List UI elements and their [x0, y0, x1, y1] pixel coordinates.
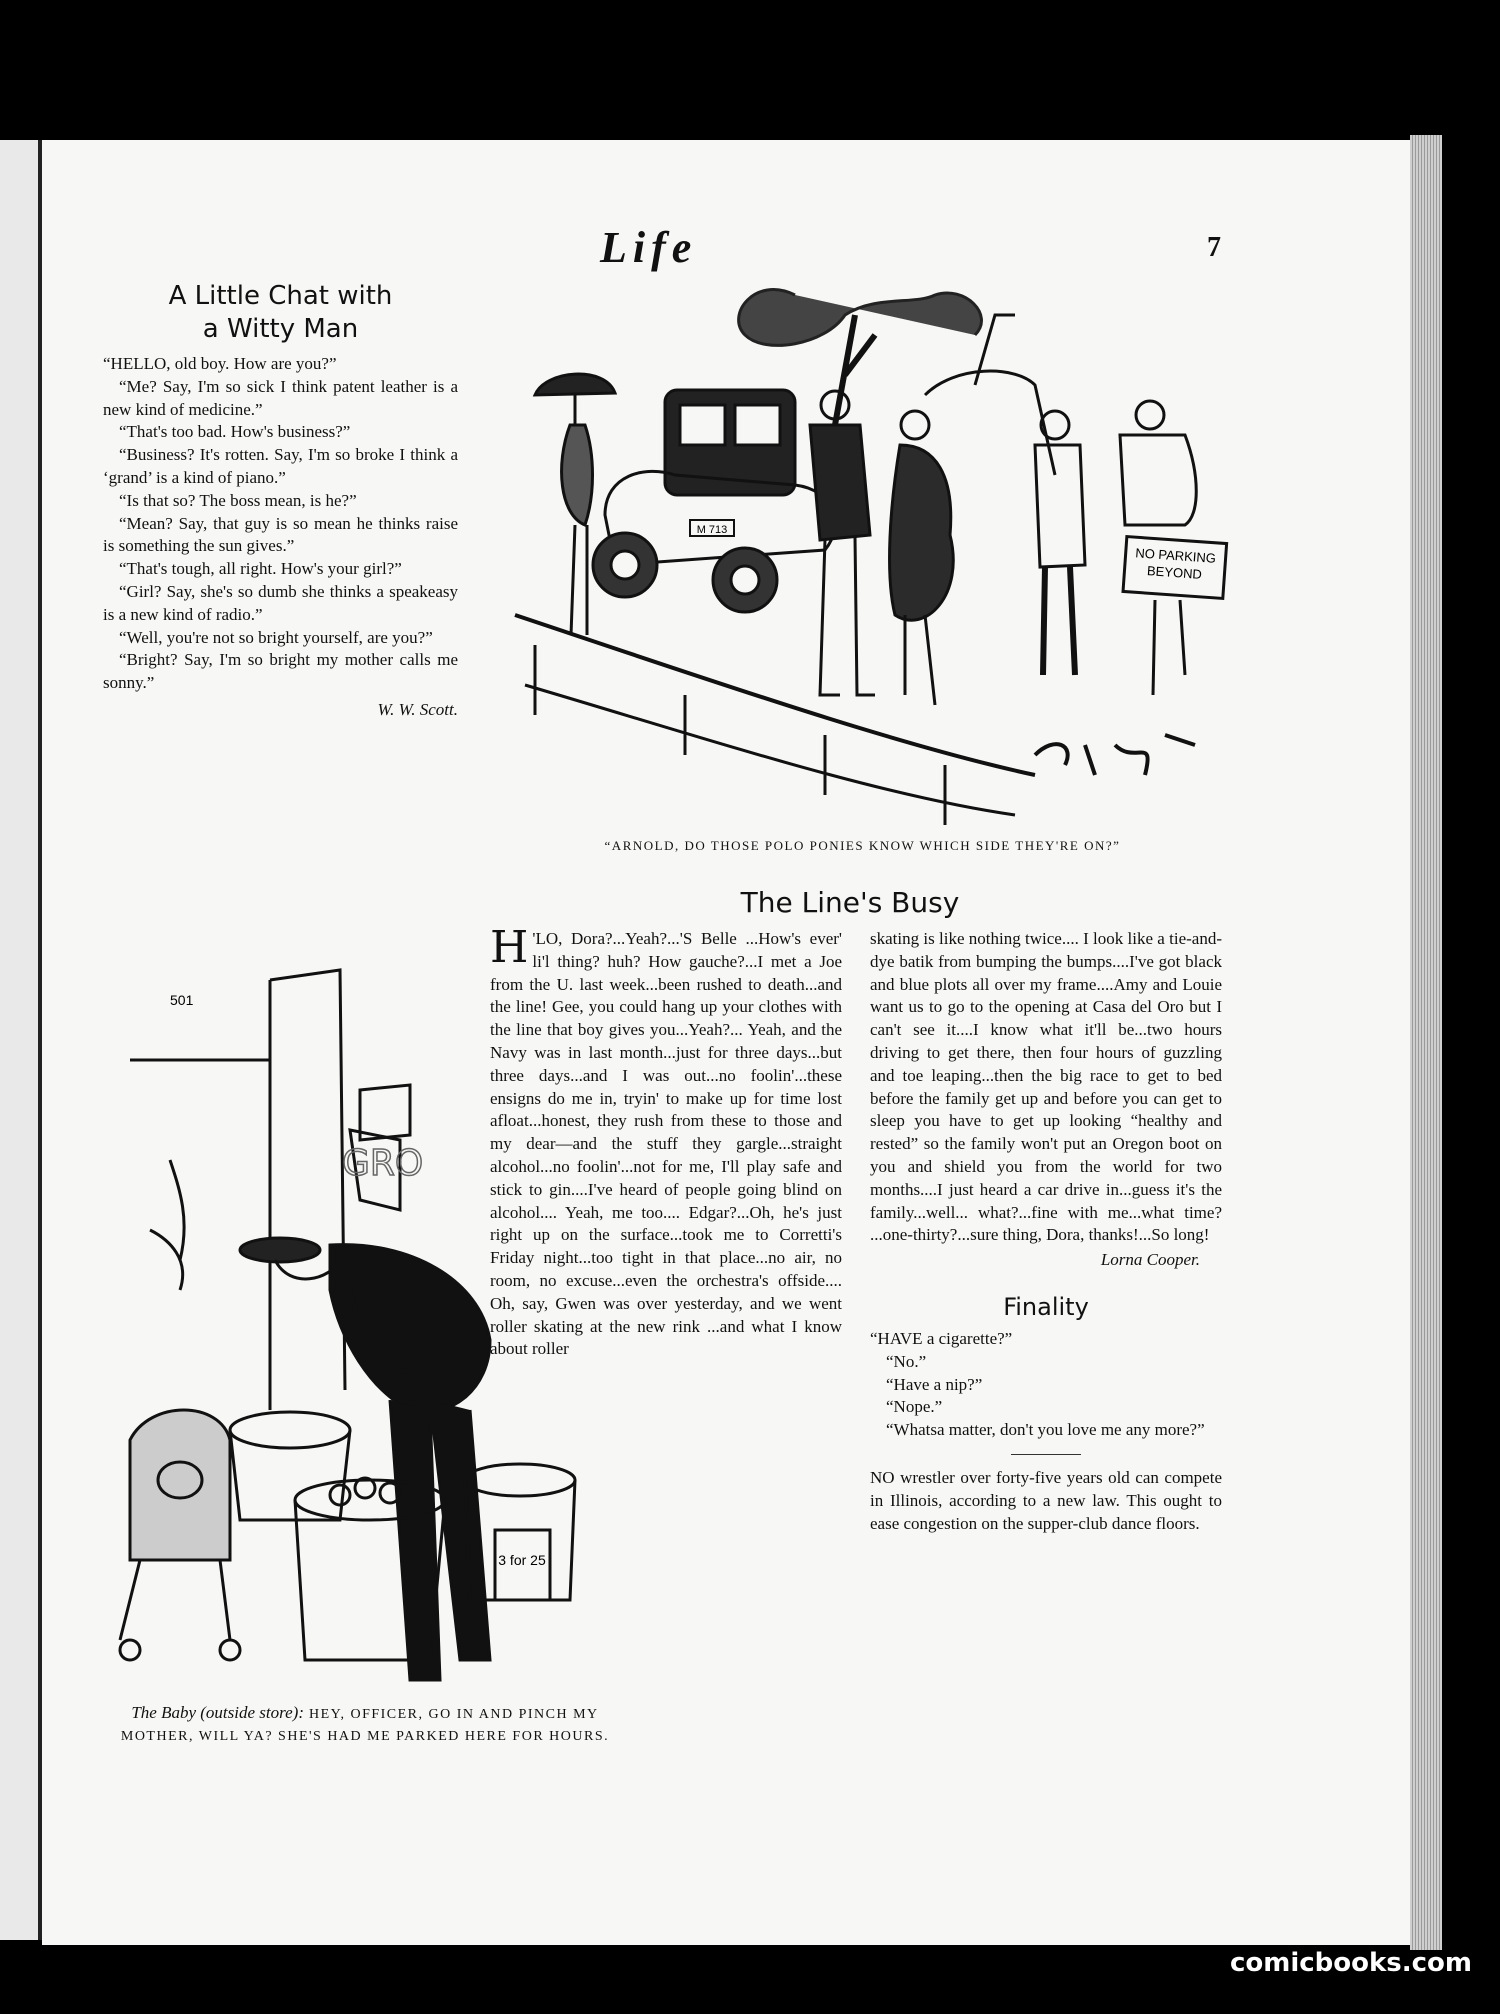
- page-number: 7: [1207, 232, 1221, 263]
- chat-author: W. W. Scott.: [377, 699, 458, 719]
- finality-line: “Whatsa matter, don't you love me any more?”: [886, 1420, 1205, 1440]
- store-window-sign: GRO: [342, 1143, 424, 1184]
- polo-cartoon-caption: “ARNOLD, DO THOSE POLO PONIES KNOW WHICH SIDE THEY'RE ON?”: [604, 838, 1121, 853]
- wrestler-note: NO wrestler over forty-five years old can compete in Illinois, according to a new law. This ought to ease congestion on the supper-club dance floors.: [870, 1467, 1222, 1533]
- finality-line: “Have a nip?”: [886, 1374, 983, 1394]
- lines-busy-drop-cap: H: [490, 922, 529, 973]
- lines-busy-title: The Line's Busy: [740, 886, 960, 919]
- watermark: comicbooks.com: [1229, 1948, 1472, 1978]
- no-parking-sign-line1: NO PARKING: [1134, 545, 1217, 566]
- polo-cartoon: [495, 275, 1230, 830]
- finality-body: [870, 1328, 1222, 1442]
- chat-paragraph: “Business? It's rotten. Say, I'm so broke I think a ‘grand’ is a kind of piano.”: [103, 445, 458, 487]
- lines-busy-author: Lorna Cooper.: [1100, 1250, 1200, 1270]
- lines-busy-col2: [870, 928, 1222, 1535]
- chat-paragraph: “Me? Say, I'm so sick I think patent leather is a new kind of medicine.”: [103, 376, 458, 419]
- chat-paragraph: “Well, you're not so bright yourself, are you?”: [119, 627, 433, 647]
- finality-line: “No.”: [886, 1351, 927, 1371]
- chat-paragraph: “Girl? Say, she's so dumb she thinks a speakeasy is a new kind of radio.”: [103, 581, 458, 624]
- no-parking-sign-line2: BEYOND: [1146, 563, 1203, 582]
- masthead: Life: [600, 223, 698, 272]
- grocery-cartoon: [110, 960, 640, 1700]
- grocery-caption-text: HEY, OFFICER, GO IN AND PINCH MY MOTHER, WILL YA? SHE'S HAD ME PARKED HERE FOR HOURS.: [120, 1707, 610, 1744]
- chat-title-line1: A Little Chat with: [168, 281, 393, 311]
- grocery-cartoon-caption: [100, 1702, 630, 1748]
- chat-body: [103, 353, 458, 695]
- lines-busy-col1-text: 'LO, Dora?...Yeah?...'S Belle ...How's ever' li'l thing? huh? How gauche?...I met a Joe from the U. last week...been rushed to death...and the line! Gee, you could hang up your clothes with the line that boy gives you...Yeah?... Yeah, and the Navy was in last month...just for three days...but three days...and I was out...no foolin'...these ensigns do me in, tryin' to make up for time lost afloat...honest, they rush from these to those and my dear—and the stuff they gargle...straight alcohol...no foolin'...not for me, I'll play safe and stick to gin....I've heard of people going blind on alcohol.... Yeah, me too.... Edgar?...Oh, he's just right up on the surface...took me to Corretti's Friday night...too tight in that place...no air, no room, no excuse...even the orchestra's offside.... Oh, say, Gwen was over yesterday, and we went roller skating at the new rink ...and what I know about roller: [490, 929, 842, 1359]
- chat-title: [103, 280, 458, 345]
- license-plate: M 713: [696, 524, 728, 536]
- chat-paragraph: “That's too bad. How's business?”: [119, 422, 351, 442]
- chat-paragraph: “Is that so? The boss mean, is he?”: [119, 490, 357, 510]
- chat-paragraph: “That's tough, all right. How's your girl?”: [119, 559, 402, 579]
- chat-paragraph: “Bright? Say, I'm so bright my mother calls me sonny.”: [103, 650, 458, 693]
- finality-title: Finality: [1003, 1292, 1089, 1321]
- lines-busy-col2-text: skating is like nothing twice.... I look like a tie-and-dye batik from bumping the bumps....I've got black and blue plots all over my frame....Amy and Louie want us to go to the opening at Casa del Oro but I can't see it....I know what it'll be...two hours driving to get there, then four hours of guzzling and toe leaping...then the big race to get to bed before the family get up and before you can get to sleep you have to get up looking “healthy and rested” so the family won't put an Oregon boot on you and shield you from the world for two months....I just heard a car drive in...guess it's the family...well... what?...fine with me...what time? ...one-thirty?...sure thing, Dora, thanks!...So long!: [870, 929, 1222, 1245]
- grocery-caption-lead: The Baby (outside store):: [131, 1703, 304, 1722]
- chat-paragraph: “HELLO, old boy. How are you?”: [103, 354, 337, 373]
- chat-title-line2: a Witty Man: [202, 313, 359, 344]
- chat-paragraph: “Mean? Say, that guy is so mean he thinks raise is something the sun gives.”: [103, 513, 458, 556]
- divider-rule: [1011, 1454, 1081, 1455]
- chat-article: [103, 280, 458, 722]
- store-number: 501: [170, 992, 194, 1008]
- left-page-edge: [0, 140, 42, 1940]
- price-tag: 3 for 25: [498, 1552, 546, 1568]
- finality-line: “Nope.”: [886, 1397, 943, 1417]
- right-page-stack: [1410, 135, 1442, 1950]
- finality-line: “HAVE a cigarette?”: [870, 1328, 1013, 1348]
